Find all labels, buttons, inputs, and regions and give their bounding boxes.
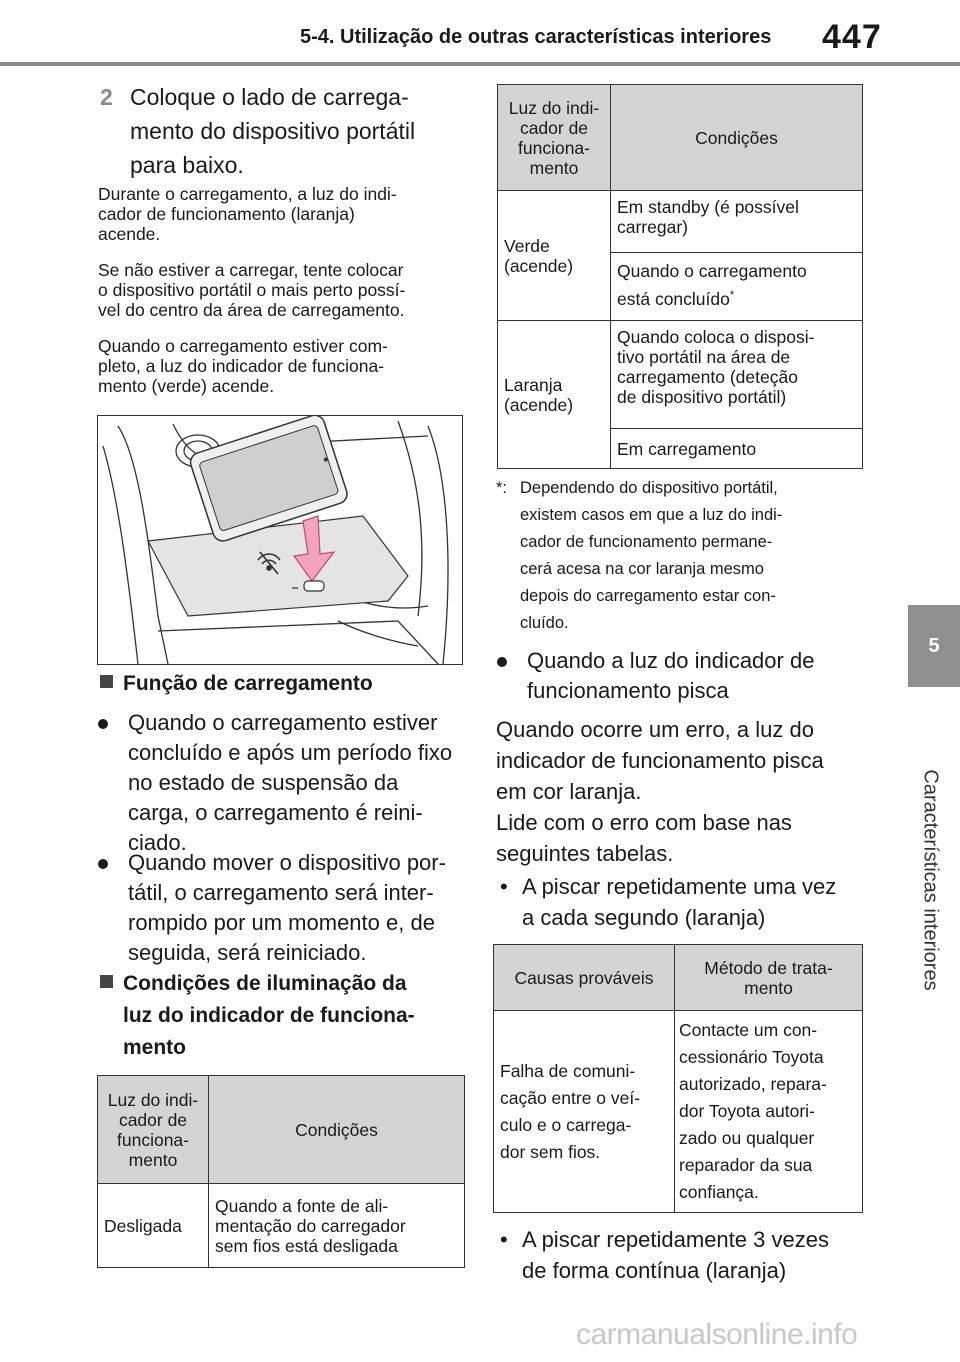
list-item (500, 871, 870, 935)
table-header: Luz do indi- cador de funciona- mento (498, 85, 611, 191)
paragraph-line: o dispositivo portátil o mais perto possí- (98, 280, 406, 300)
body-line: seguintes tabelas. (496, 841, 674, 866)
table-header: Condições (611, 85, 863, 191)
bullet-dot-icon (98, 719, 108, 729)
table-cell: Quando coloca o disposi- tivo portátil na área de carregamento (deteção de dispositivo portátil) (611, 321, 863, 429)
paragraph-line: Quando o carregamento estiver com- (98, 336, 388, 356)
dash-bullet: • (500, 874, 508, 899)
indicator-table-on (497, 84, 863, 469)
dash-bullet: • (500, 1227, 508, 1252)
paragraph-not-charging (98, 260, 468, 320)
list-item (497, 646, 867, 710)
table-header: Condições (209, 1076, 465, 1184)
table-cell: Contacte um con- cessionário Toyota autorizado, repara- dor Toyota autori- zado ou qualquer reparador da sua confiança. (675, 1011, 863, 1213)
list-item-line: carga, o carregamento é reini- (128, 800, 423, 825)
footnote-line: cluído. (520, 614, 569, 632)
step-text-line: Coloque o lado de carrega- (130, 84, 409, 110)
header-divider (0, 62, 960, 66)
paragraph-line: vel do centro da área de carregamento. (98, 300, 405, 320)
footnote-marker: * (729, 289, 735, 301)
list-item-line: seguida, será reiniciado. (128, 940, 367, 965)
square-bullet-icon (100, 975, 113, 988)
charger-illustration (97, 415, 463, 665)
bullet-dot-icon (497, 657, 507, 667)
body-line: Quando ocorre um erro, a luz do (496, 717, 814, 742)
section-heading (100, 668, 373, 700)
indicator-table-off (97, 1075, 465, 1268)
section-heading-text: Condições de iluminação da (123, 972, 407, 995)
table-header: Método de trata- mento (675, 945, 863, 1011)
list-item-line: funcionamento pisca (527, 678, 729, 703)
table-cell-text: Quando o carregamento está concluído (617, 261, 807, 309)
page-number: 447 (822, 18, 882, 56)
footnote-line: Dependendo do dispositivo portátil, (520, 479, 778, 497)
watermark: carmanualsonline.info (576, 1318, 858, 1351)
list-item-line: no estado de suspensão da (128, 770, 399, 795)
list-item-line: Quando mover o dispositivo por- (128, 850, 446, 875)
list-item-line: tátil, o carregamento será inter- (128, 880, 434, 905)
list-item-line: ciado. (128, 830, 187, 855)
footnote-marker: *: (496, 479, 508, 497)
table-cell: Quando a fonte de ali- mentação do carregador sem fios está desligada (209, 1184, 465, 1268)
phone-on-charger-icon (98, 416, 462, 664)
section-heading-text: Função de carregamento (123, 672, 373, 695)
list-item-line: a cada segundo (laranja) (522, 905, 766, 930)
bullet-dot-icon (98, 859, 108, 869)
table-cell: Em standby (é possível carregar) (611, 191, 863, 253)
footnote-line: cador de funcionamento permane- (520, 533, 773, 551)
list-item (98, 848, 468, 968)
list-item-line: concluído e após um período fixo (128, 740, 453, 765)
table-cell-orange: Laranja (acende) (498, 321, 611, 469)
chapter-tab[interactable]: 5 (908, 605, 960, 687)
footnote-line: depois do carregamento estar con- (520, 587, 776, 605)
paragraph-line: pleto, a luz do indicador de funciona- (98, 356, 385, 376)
table-cell (611, 253, 863, 321)
causes-table (493, 944, 863, 1213)
paragraph-charging (98, 184, 468, 244)
body-line: em cor laranja. (496, 779, 642, 804)
body-paragraph (496, 714, 866, 869)
table-cell-green: Verde (acende) (498, 191, 611, 321)
header-title: 5-4. Utilização de outras características interiores (300, 26, 772, 48)
footnote-line: cerá acesa na cor laranja mesmo (520, 560, 764, 578)
list-item-line: A piscar repetidamente uma vez (522, 874, 837, 899)
step-text-line: para baixo. (130, 152, 244, 178)
table-cell: Em carregamento (611, 429, 863, 469)
paragraph-line: acende. (98, 224, 161, 244)
list-item-line: rompido por um momento e, de (128, 910, 435, 935)
table-header: Causas prováveis (494, 945, 675, 1011)
step-text-line: mento do dispositivo portátil (130, 118, 416, 144)
list-item (500, 1224, 870, 1288)
step-number: 2 (100, 84, 113, 110)
paragraph-line: Durante o carregamento, a luz do indi- (98, 184, 397, 204)
list-item-line: de forma contínua (laranja) (522, 1258, 787, 1283)
table-cell: Falha de comuni- cação entre o veí- culo e o carrega- dor sem fios. (494, 1011, 675, 1213)
paragraph-complete (98, 336, 468, 396)
list-item (98, 708, 468, 858)
body-line: Lide com o erro com base nas (496, 810, 792, 835)
body-line: indicador de funcionamento pisca (496, 748, 824, 773)
list-item-line: A piscar repetidamente 3 vezes (522, 1227, 829, 1252)
section-heading-text: luz do indicador de funciona- (123, 1004, 415, 1027)
square-bullet-icon (100, 675, 113, 688)
table-cell: Desligada (98, 1184, 209, 1268)
section-heading-text: mento (123, 1036, 186, 1059)
chapter-label: Características interiores (919, 769, 942, 991)
section-heading (100, 968, 415, 1064)
paragraph-line: mento (verde) acende. (98, 376, 275, 396)
list-item-line: Quando a luz do indicador de (527, 648, 815, 673)
paragraph-line: Se não estiver a carregar, tente colocar (98, 260, 404, 280)
list-item-line: Quando o carregamento estiver (128, 710, 438, 735)
footnote-line: existem casos em que a luz do indi- (520, 506, 783, 524)
table-header: Luz do indi- cador de funciona- mento (98, 1076, 209, 1184)
paragraph-line: cador de funcionamento (laranja) (98, 204, 355, 224)
